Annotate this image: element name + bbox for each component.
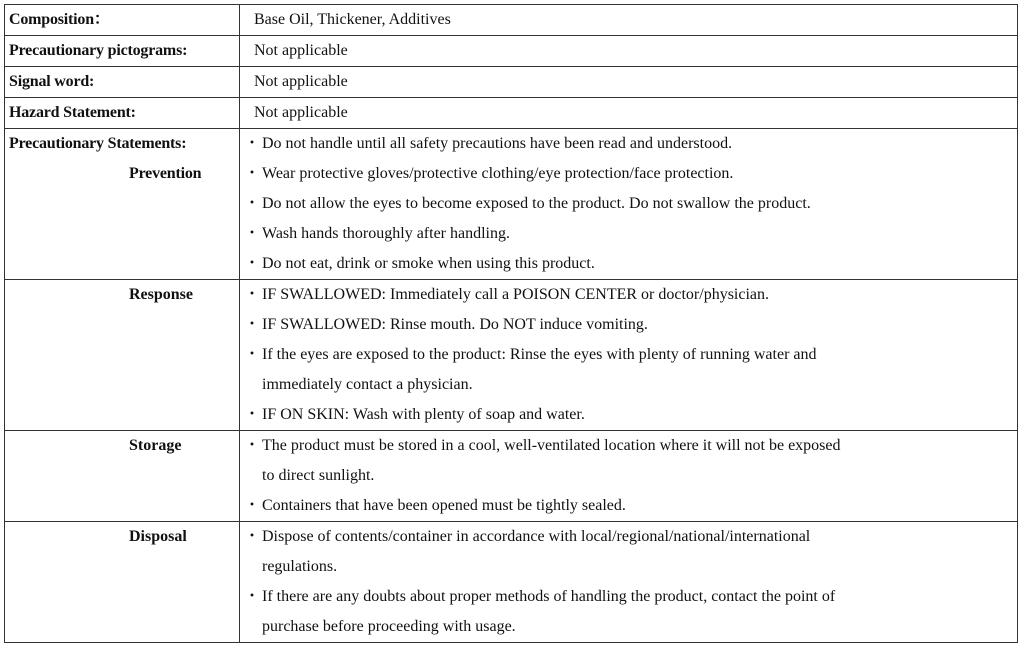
pictograms-row <box>5 36 1018 67</box>
list-item: ・ Do not handle until all safety precautions have been read and understood. <box>244 135 733 152</box>
list-item: ・ The product must be stored in a cool, well-ventilated location where it will not be exposed <box>244 437 841 454</box>
pictograms-value: Not applicable <box>240 36 1018 67</box>
disposal-row <box>5 522 1018 643</box>
signal-word-value: Not applicable <box>240 67 1018 98</box>
pictograms-label: Precautionary pictograms: <box>5 36 240 67</box>
hazard-statement-row <box>5 98 1018 129</box>
list-item-continuation: immediately contact a physician. <box>262 376 473 393</box>
list-item: ・ If the eyes are exposed to the product: Rinse the eyes with plenty of running water and <box>244 346 817 363</box>
signal-word-label: Signal word: <box>5 67 240 98</box>
list-item: ・ Wash hands thoroughly after handling. <box>244 225 510 242</box>
hazard-statement-value: Not applicable <box>240 98 1018 129</box>
signal-word-row <box>5 67 1018 98</box>
list-item-continuation: purchase before proceeding with usage. <box>262 618 516 635</box>
storage-row <box>5 431 1018 522</box>
disposal-list <box>240 522 1018 643</box>
list-item: ・ IF SWALLOWED: Immediately call a POISON CENTER or doctor/physician. <box>244 286 770 303</box>
hazard-statement-label: Hazard Statement: <box>5 98 240 129</box>
list-item: ・ IF ON SKIN: Wash with plenty of soap and water. <box>244 406 585 423</box>
storage-list <box>240 431 1018 522</box>
disposal-label: Disposal <box>5 522 240 643</box>
composition-value: Base Oil, Thickener, Additives <box>240 5 1018 36</box>
prevention-row <box>5 129 1018 280</box>
list-item: ・ Containers that have been opened must be tightly sealed. <box>244 497 626 514</box>
composition-label: Composition： <box>5 5 240 36</box>
list-item: ・ Dispose of contents/container in accordance with local/regional/national/international <box>244 528 811 545</box>
response-list <box>240 280 1018 431</box>
response-row <box>5 280 1018 431</box>
list-item: ・ If there are any doubts about proper methods of handling the product, contact the point of <box>244 588 836 605</box>
prevention-list <box>240 129 1018 280</box>
list-item: ・ Wear protective gloves/protective clothing/eye protection/face protection. <box>244 165 734 182</box>
precautionary-heading: Precautionary Statements: <box>9 135 187 152</box>
prevention-label: Prevention <box>129 165 202 182</box>
list-item-continuation: regulations. <box>262 558 338 575</box>
composition-row <box>5 5 1018 36</box>
label-elements-table <box>4 4 1018 643</box>
list-item: ・ IF SWALLOWED: Rinse mouth. Do NOT induce vomiting. <box>244 316 648 333</box>
list-item: ・ Do not eat, drink or smoke when using this product. <box>244 255 595 272</box>
precautionary-heading-cell <box>5 129 240 280</box>
list-item-continuation: to direct sunlight. <box>262 467 375 484</box>
list-item: ・ Do not allow the eyes to become exposed to the product. Do not swallow the product. <box>244 195 811 212</box>
storage-label: Storage <box>5 431 240 522</box>
response-label: Response <box>5 280 240 431</box>
